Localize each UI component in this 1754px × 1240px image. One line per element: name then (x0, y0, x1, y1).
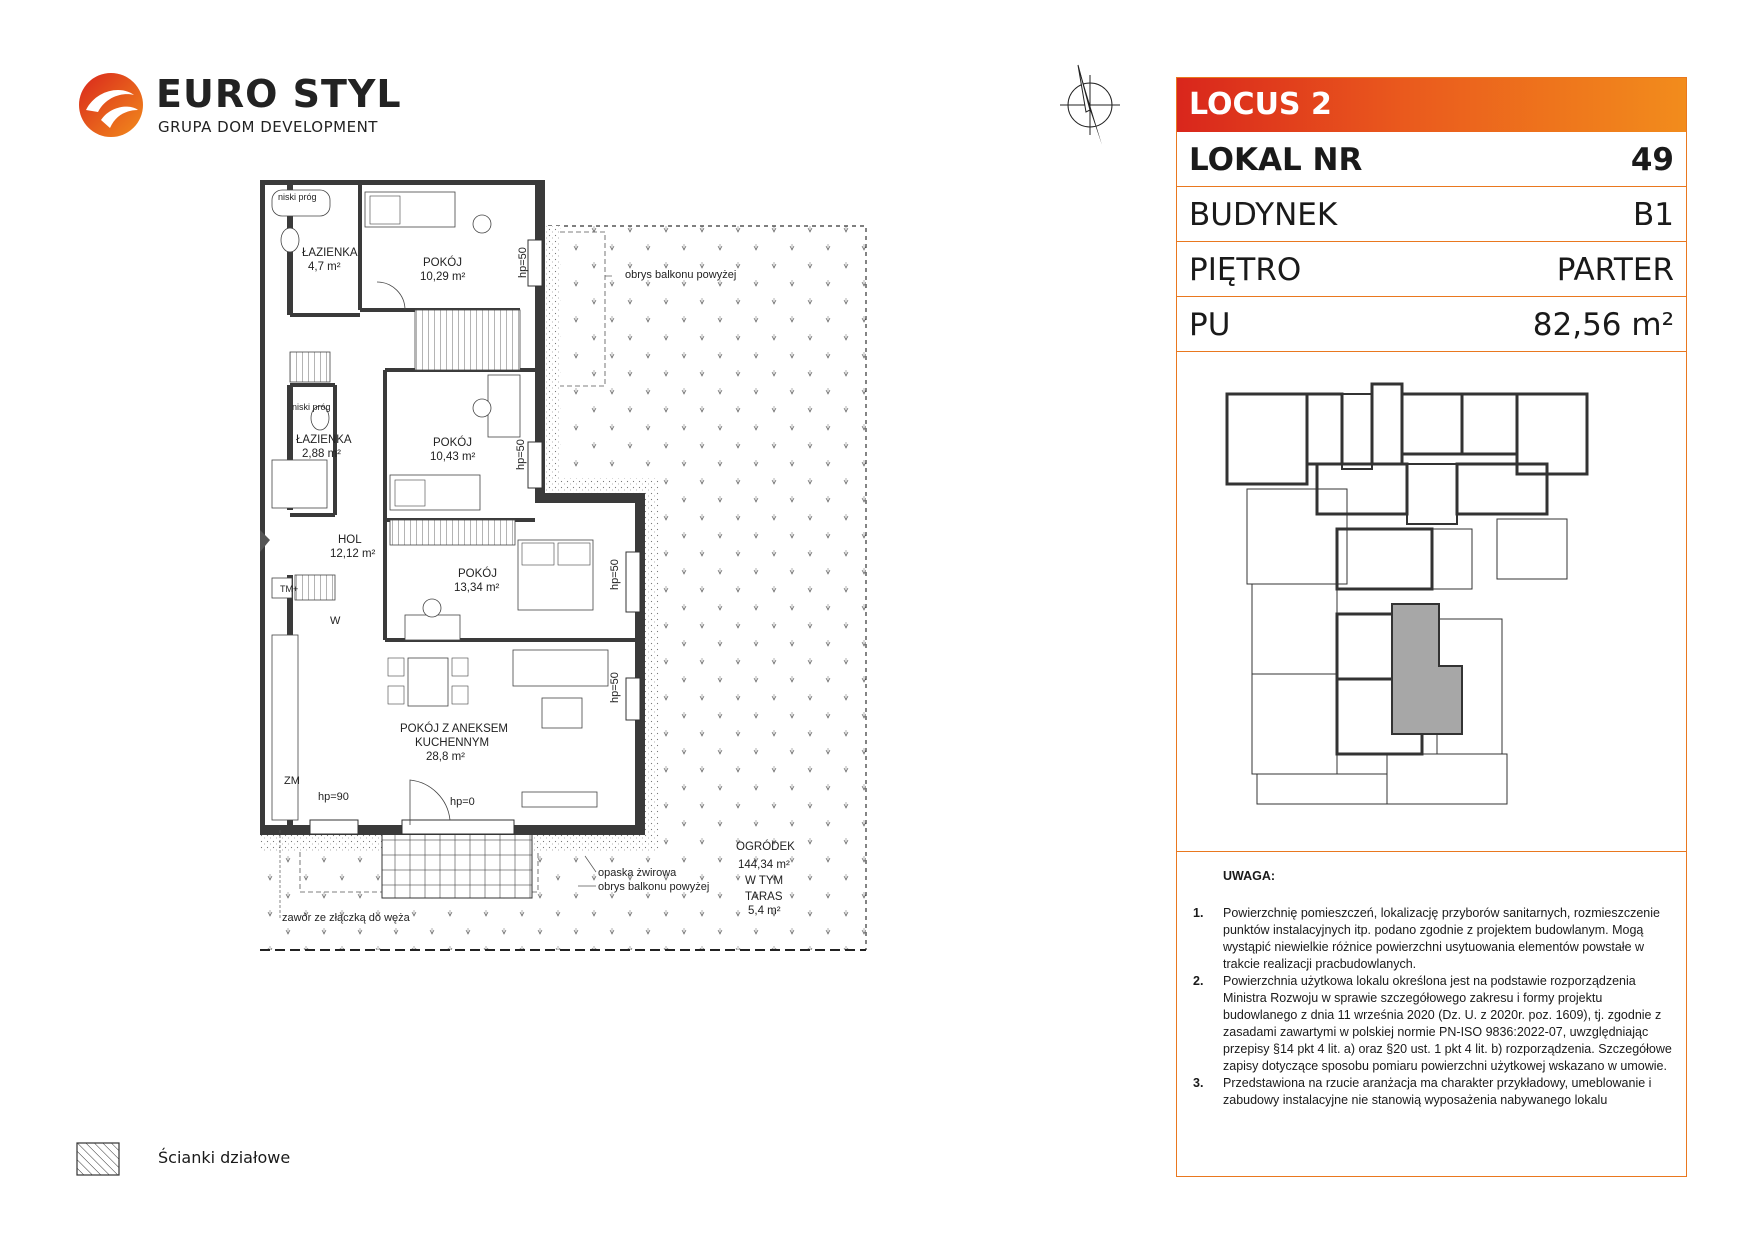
room-ogrodek-sub: W TYM (745, 875, 784, 887)
room-pokoj1-name: POKÓJ (423, 257, 462, 269)
note-num-3: 3. (1193, 1076, 1204, 1090)
label-obrys-balkonu-2: obrys balkonu powyżej (598, 881, 710, 893)
room-lazienka1-area: 4,7 m² (308, 261, 341, 273)
info-label-budynek: BUDYNEK (1189, 197, 1338, 233)
project-name: LOCUS 2 (1189, 87, 1332, 122)
room-ogrodek-area: 144,34 m² (738, 859, 790, 871)
brand-subtitle: GRUPA DOM DEVELOPMENT (158, 118, 378, 136)
label-hp50-1: hp=50 (517, 247, 529, 278)
room-salon-name2: KUCHENNYM (415, 737, 490, 749)
room-pokoj1-area: 10,29 m² (420, 271, 466, 283)
note-item-3 (1193, 1075, 1673, 1109)
label-tm: TM+ (280, 584, 299, 594)
room-hol-name: HOL (338, 534, 362, 546)
label-zm: ZM (284, 775, 300, 787)
info-row-budynek (1177, 187, 1686, 242)
info-value-pu: 82,56 m² (1532, 307, 1674, 343)
room-pokoj2-area: 10,43 m² (430, 451, 476, 463)
building-key-plan (1177, 354, 1686, 852)
partition-wall-swatch-icon (76, 1142, 120, 1176)
notes-section (1193, 868, 1673, 1109)
label-hp90: hp=90 (318, 791, 349, 803)
room-salon-name1: POKÓJ Z ANEKSEM (400, 723, 508, 735)
room-lazienka2-name: ŁAZIENKA (296, 434, 352, 446)
label-niski-prog-1: niski próg (278, 192, 317, 202)
brand-logo (76, 70, 402, 150)
note-num-2: 2. (1193, 974, 1204, 988)
notes-title: UWAGA: (1223, 869, 1276, 883)
info-label-pietro: PIĘTRO (1189, 252, 1302, 288)
room-lazienka2-area: 2,88 m² (302, 448, 341, 460)
info-value-lokal: 49 (1630, 142, 1674, 178)
label-zawor: zawór ze złączką do węża (282, 912, 410, 924)
info-row-lokal (1177, 132, 1686, 187)
note-text-1: Powierzchnię pomieszczeń, lokalizację przyborów sanitarnych, rozmieszczenie punktów instalacyjnych itp. podano zgodnie z projektem budowlanym. Mogą wystąpić niewielkie różnice powierzchni usytuowania elementów powstałe w trakcie realizacji pracbudowlanych. (1223, 906, 1660, 971)
label-w: W (330, 615, 341, 627)
legend-label: Ścianki działowe (158, 1148, 291, 1167)
label-hp50-2: hp=50 (515, 439, 527, 470)
note-num-1: 1. (1193, 906, 1204, 920)
room-ogrodek-name: OGRÓDEK (736, 841, 795, 853)
room-pokoj2-name: POKÓJ (433, 437, 472, 449)
room-ogrodek-sub2: TARAS (745, 891, 783, 903)
info-label-lokal: LOKAL NR (1189, 142, 1363, 178)
note-item-2 (1193, 973, 1673, 1075)
note-item-1 (1193, 905, 1673, 973)
info-row-pu (1177, 297, 1686, 352)
note-text-2: Powierzchnia użytkowa lokalu określona jest na podstawie rozporządzenia Ministra Rozwoju w sprawie szczegółowego zakresu i formy projektu budowlanego z dnia 11 września 2020 (Dz. U. z 2020r. poz. 1609), tj. zgodnie z zasadami zawartymi w polskiej normie PN-ISO 9836:2022-07, uwzględniając przepisy §14 pkt 4 lit. a) oraz §20 ust. 1 pkt 4 lit. b) rozporządzenia. Szczegółowe zapisy dotyczące sposobu pomiaru powierzchni użytkowej wskazano w umowie. (1223, 974, 1672, 1073)
brand-name: EURO STYL (156, 72, 402, 116)
label-niski-prog-2: niski próg (292, 402, 331, 412)
info-value-pietro: PARTER (1556, 252, 1674, 288)
room-lazienka1-name: ŁAZIENKA (302, 247, 358, 259)
label-opaska: opaska żwirowa (598, 867, 677, 879)
room-ogrodek-sub-area: 5,4 m² (748, 905, 781, 917)
room-salon-area: 28,8 m² (426, 751, 465, 763)
info-row-pietro (1177, 242, 1686, 297)
project-header (1177, 78, 1686, 132)
info-panel (1176, 77, 1687, 1177)
label-hp50-4: hp=50 (609, 672, 621, 703)
label-obrys-balkonu-1: obrys balkonu powyżej (625, 269, 737, 281)
euro-styl-logo-icon (76, 70, 146, 140)
label-hp0: hp=0 (450, 796, 475, 808)
north-arrow-icon (1050, 60, 1130, 150)
info-label-pu: PU (1189, 307, 1231, 343)
note-text-3: Przedstawiona na rzucie aranżacja ma charakter przykładowy, umeblowanie i zabudowy instalacyjne nie stanowią wyposażenia nabywanego lokalu (1223, 1076, 1652, 1107)
room-pokoj3-area: 13,34 m² (454, 582, 500, 594)
info-value-budynek: B1 (1633, 197, 1674, 233)
key-plan-drawing (1177, 354, 1686, 851)
room-pokoj3-name: POKÓJ (458, 568, 497, 580)
room-hol-area: 12,12 m² (330, 548, 376, 560)
label-hp50-3: hp=50 (609, 559, 621, 590)
floor-plan (260, 180, 980, 1080)
